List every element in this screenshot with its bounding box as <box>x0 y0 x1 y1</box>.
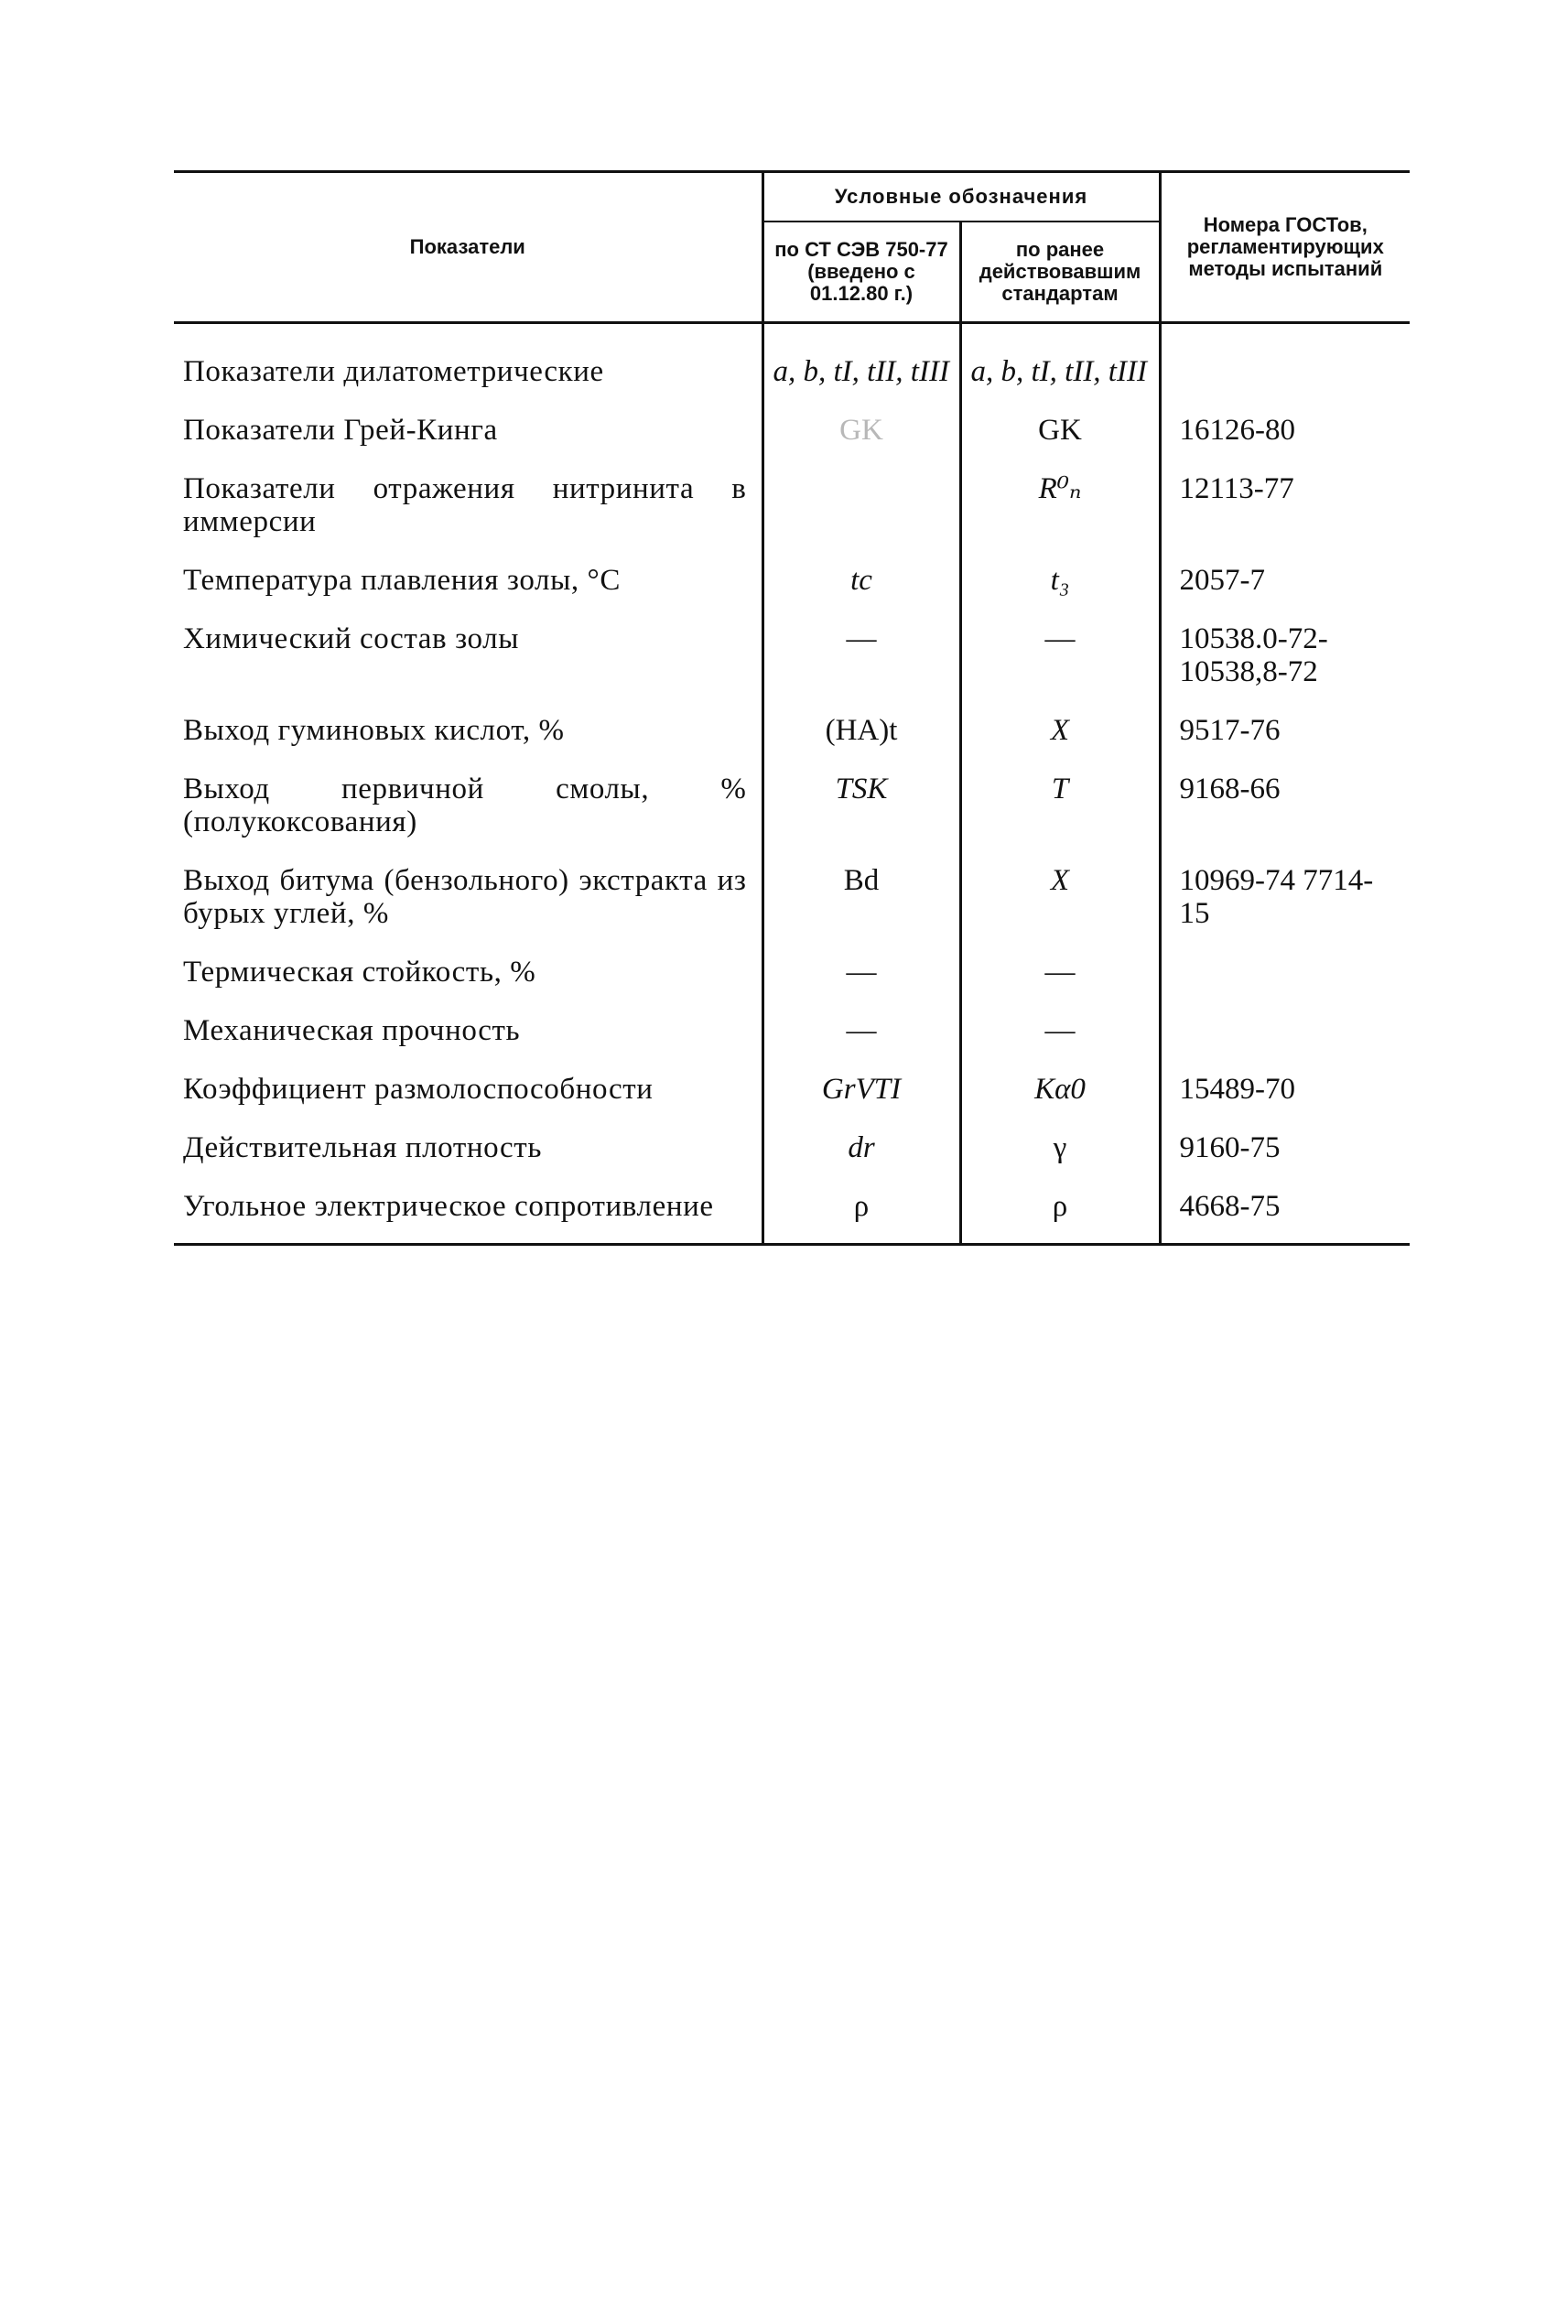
cell-previous: GK <box>960 403 1160 461</box>
cell-sev: dr <box>762 1120 960 1179</box>
cell-previous: — <box>960 611 1160 703</box>
cell-gost: 16126-80 <box>1160 403 1410 461</box>
cell-sev: — <box>762 611 960 703</box>
table-row <box>174 1120 1410 1179</box>
table-row <box>174 461 1410 553</box>
cell-previous: γ <box>960 1120 1160 1179</box>
cell-indicator: Угольное электрическое сопротивление <box>174 1179 762 1245</box>
cell-indicator: Температура плавления золы, °С <box>183 564 621 597</box>
table-row <box>174 1062 1410 1120</box>
table-row <box>174 945 1410 1003</box>
header-gost: Номера ГОСТов, регламентирующих методы испытаний <box>1160 172 1410 323</box>
cell-gost <box>1160 1003 1410 1062</box>
cell-gost: 12113-77 <box>1160 461 1410 553</box>
cell-sev: ρ <box>762 1179 960 1245</box>
table-row <box>174 611 1410 703</box>
cell-sev: (HA)t <box>762 703 960 762</box>
table-row <box>174 762 1410 853</box>
cell-previous: — <box>960 1003 1160 1062</box>
cell-sev: GK <box>762 403 960 461</box>
cell-previous: T <box>960 762 1160 853</box>
cell-gost: 2057-7 <box>1160 553 1410 611</box>
table-row <box>174 323 1410 404</box>
cell-indicator: Действительная плотность <box>183 1131 542 1164</box>
cell-gost: 10538.0-72-10538,8-72 <box>1160 611 1410 703</box>
cell-indicator: Химический состав золы <box>183 622 520 655</box>
table-row <box>174 553 1410 611</box>
cell-sev: Bd <box>762 853 960 945</box>
cell-indicator: Выход битума (бензольного) экстракта из бурых углей, % <box>183 864 747 930</box>
cell-previous: X <box>960 853 1160 945</box>
table-row <box>174 1003 1410 1062</box>
cell-sev: GrVTI <box>762 1062 960 1120</box>
cell-indicator: Коэффициент размолоспособности <box>183 1073 654 1106</box>
cell-previous: X <box>960 703 1160 762</box>
header-indicator: Показатели <box>174 172 762 323</box>
cell-indicator: Выход гуминовых кислот, % <box>183 714 565 747</box>
indicators-table <box>174 170 1410 1246</box>
cell-gost <box>1160 945 1410 1003</box>
cell-gost: 9517-76 <box>1160 703 1410 762</box>
cell-previous: Kα0 <box>960 1062 1160 1120</box>
cell-gost: 4668-75 <box>1160 1179 1410 1245</box>
cell-indicator: Показатели Грей-Кинга <box>183 414 498 447</box>
cell-indicator: Механическая прочность <box>183 1014 521 1047</box>
table-row <box>174 1179 1410 1245</box>
header-symbols-group: Условные обозначения <box>762 172 1160 222</box>
cell-previous: a, b, tI, tII, tIII <box>960 323 1160 404</box>
cell-indicator: Выход первичной смолы, % (полукоксования) <box>183 773 747 838</box>
cell-previous: t₃ <box>960 553 1160 611</box>
cell-previous: R⁰ₙ <box>960 461 1160 553</box>
cell-indicator: Показатели отражения нитринита в иммерсии <box>183 472 747 538</box>
table-row <box>174 403 1410 461</box>
cell-indicator: Показатели дилатометрические <box>183 355 604 388</box>
cell-sev: TSK <box>762 762 960 853</box>
cell-sev: tc <box>762 553 960 611</box>
header-sev: по СТ СЭВ 750-77 (введено с 01.12.80 г.) <box>762 222 960 323</box>
cell-gost <box>1160 323 1410 404</box>
cell-sev: a, b, tI, tII, tIII <box>762 323 960 404</box>
cell-indicator: Термическая стойкость, % <box>183 956 536 989</box>
cell-gost: 15489-70 <box>1160 1062 1410 1120</box>
cell-previous: — <box>960 945 1160 1003</box>
cell-gost: 10969-74 7714-15 <box>1160 853 1410 945</box>
table-row <box>174 853 1410 945</box>
cell-sev: — <box>762 945 960 1003</box>
cell-sev: — <box>762 1003 960 1062</box>
cell-sev <box>762 461 960 553</box>
cell-gost: 9168-66 <box>1160 762 1410 853</box>
table-row <box>174 703 1410 762</box>
cell-previous: ρ <box>960 1179 1160 1245</box>
header-previous: по ранее действовавшим стандартам <box>960 222 1160 323</box>
table-header <box>174 172 1410 323</box>
cell-gost: 9160-75 <box>1160 1120 1410 1179</box>
